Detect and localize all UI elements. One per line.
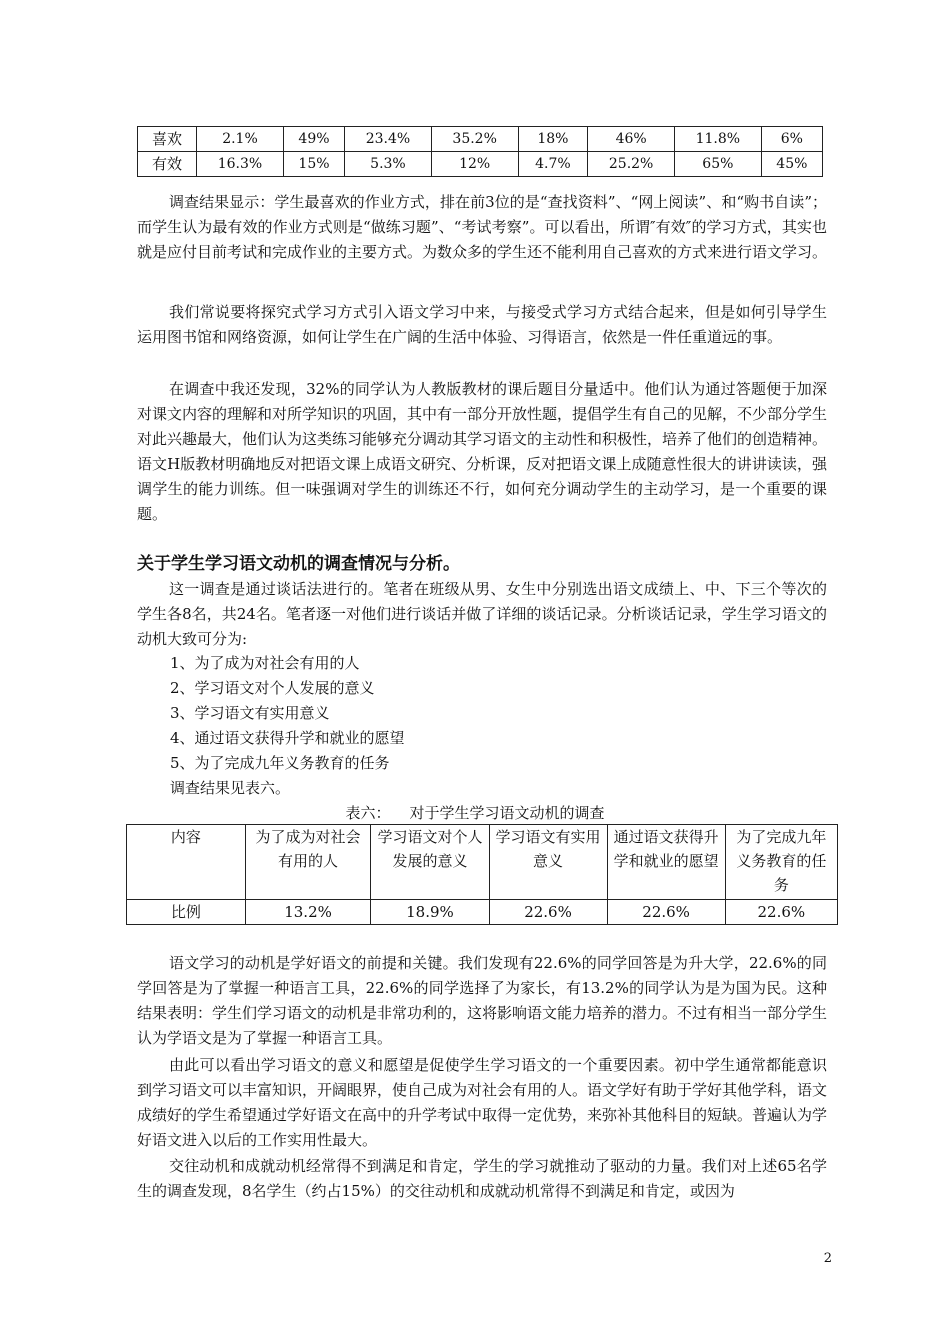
table-cell: 46% [588, 127, 675, 152]
table-row [127, 900, 838, 925]
table-cell: 5.3% [345, 152, 432, 177]
result-note: 调查结果见表六。 [170, 779, 291, 797]
table-caption: 表六： 对于学生学习语文动机的调查 [345, 804, 605, 822]
page-number: 2 [823, 1251, 832, 1266]
table-five-continued [137, 126, 823, 177]
paragraph-motivation-results: 语文学习的动机是学好语文的前提和关键。我们发现有22.6%的同学回答是为升大学，22.6%的同学回答是为了掌握一种语言工具，22.6%的同学选择了为家长，有13.2%的同学认为是为国为民。这种结果表明：学生们学习语文的动机是非常功利的，这将影响语文能力培养的潜力。不过有相当一部分学生认为学语文是为了掌握一种语言工具。 [137, 954, 828, 1047]
table-cell: 13.2% [245, 900, 371, 925]
column-header: 学习语文有实用意义 [489, 825, 607, 900]
column-header: 为了成为对社会有用的人 [245, 825, 371, 900]
paragraph-meaning-and-wishes: 由此可以看出学习语文的意义和愿望是促使学生学习语文的一个重要因素。初中学生通常都能意识到学习语文可以丰富知识，开阔眼界，使自己成为对社会有用的人。语文学好有助于学好其他学科，语文成绩好的学生希望通过学好语文在高中的升学考试中取得一定优势，来弥补其他科目的短缺。普遍认为学好语文进入以后的工作实用性最大。 [137, 1056, 828, 1149]
table-cell: 16.3% [197, 152, 284, 177]
column-header: 通过语文获得升学和就业的愿望 [607, 825, 725, 900]
table-six [126, 824, 838, 925]
paragraph-survey-result: 调查结果显示：学生最喜欢的作业方式，排在前3位的是“查找资料”、“网上阅读”、和“购书自读”；而学生认为最有效的作业方式则是“做练习题”、“考试考察”。可以看出，所谓″有效″的学习方式，其实也就是应付目前考试和完成作业的主要方式。为数众多的学生还不能利用自己喜欢的方式来进行语文学习。 [137, 193, 828, 261]
list-item: 1、为了成为对社会有用的人 [170, 654, 360, 672]
table-cell: 18% [518, 127, 588, 152]
table-cell: 25.2% [588, 152, 675, 177]
table-row [138, 127, 823, 152]
table-cell: 45% [761, 152, 822, 177]
section-heading: 关于学生学习语文动机的调查情况与分析。 [137, 554, 460, 574]
list-item: 5、为了完成九年义务教育的任务 [170, 754, 390, 772]
table-cell: 22.6% [725, 900, 837, 925]
table-cell: 12% [431, 152, 518, 177]
table-cell: 18.9% [371, 900, 489, 925]
table-cell: 22.6% [607, 900, 725, 925]
paragraph-textbook-exercises: 在调查中我还发现，32%的同学认为人教版教材的课后题目分量适中。他们认为通过答题便于加深对课文内容的理解和对所学知识的巩固，其中有一部分开放性题，提倡学生有自己的见解，不少部分学生对此兴趣最大，他们认为这类练习能够充分调动其学习语文的主动性和积极性，培养了他们的创造精神。语文H版教材明确地反对把语文课上成语文研究、分析课，反对把语文课上成随意性很大的讲讲读读，强调学生的能力训练。但一味强调对学生的训练还不行，如何充分调动学生的主动学习，是一个重要的课题。 [137, 380, 828, 523]
column-header: 为了完成九年义务教育的任务 [725, 825, 837, 900]
column-header: 学习语文对个人发展的意义 [371, 825, 489, 900]
paragraph-interview-method: 这一调查是通过谈话法进行的。笔者在班级从男、女生中分别选出语文成绩上、中、下三个等次的学生各8名，共24名。笔者逐一对他们进行谈话并做了详细的谈话记录。分析谈话记录，学生学习语文的动机大致可分为: [137, 580, 827, 648]
table-cell: 23.4% [345, 127, 432, 152]
row-label: 喜欢 [138, 127, 197, 152]
table-cell: 65% [674, 152, 761, 177]
table-header-row [127, 825, 838, 900]
list-item: 4、通过语文获得升学和就业的愿望 [170, 729, 405, 747]
table-cell: 35.2% [431, 127, 518, 152]
list-item: 2、学习语文对个人发展的意义 [170, 679, 375, 697]
table-cell: 49% [283, 127, 344, 152]
list-item: 3、学习语文有实用意义 [170, 704, 330, 722]
table-cell: 15% [283, 152, 344, 177]
paragraph-social-motivation: 交往动机和成就动机经常得不到满足和肯定，学生的学习就推动了驱动的力量。我们对上述65名学生的调查发现，8名学生（约占15%）的交往动机和成就动机常得不到满足和肯定，或因为 [137, 1157, 827, 1200]
table-cell: 4.7% [518, 152, 588, 177]
row-label: 有效 [138, 152, 197, 177]
table-row [138, 152, 823, 177]
paragraph-inquiry-learning: 我们常说要将探究式学习方式引入语文学习中来，与接受式学习方式结合起来，但是如何引导学生运用图书馆和网络资源，如何让学生在广阔的生活中体验、习得语言，依然是一件任重道远的事。 [137, 303, 827, 346]
table-cell: 2.1% [197, 127, 284, 152]
row-label: 比例 [127, 900, 246, 925]
table-cell: 6% [761, 127, 822, 152]
table-cell: 11.8% [674, 127, 761, 152]
table-cell: 22.6% [489, 900, 607, 925]
header-label: 内容 [127, 825, 246, 900]
